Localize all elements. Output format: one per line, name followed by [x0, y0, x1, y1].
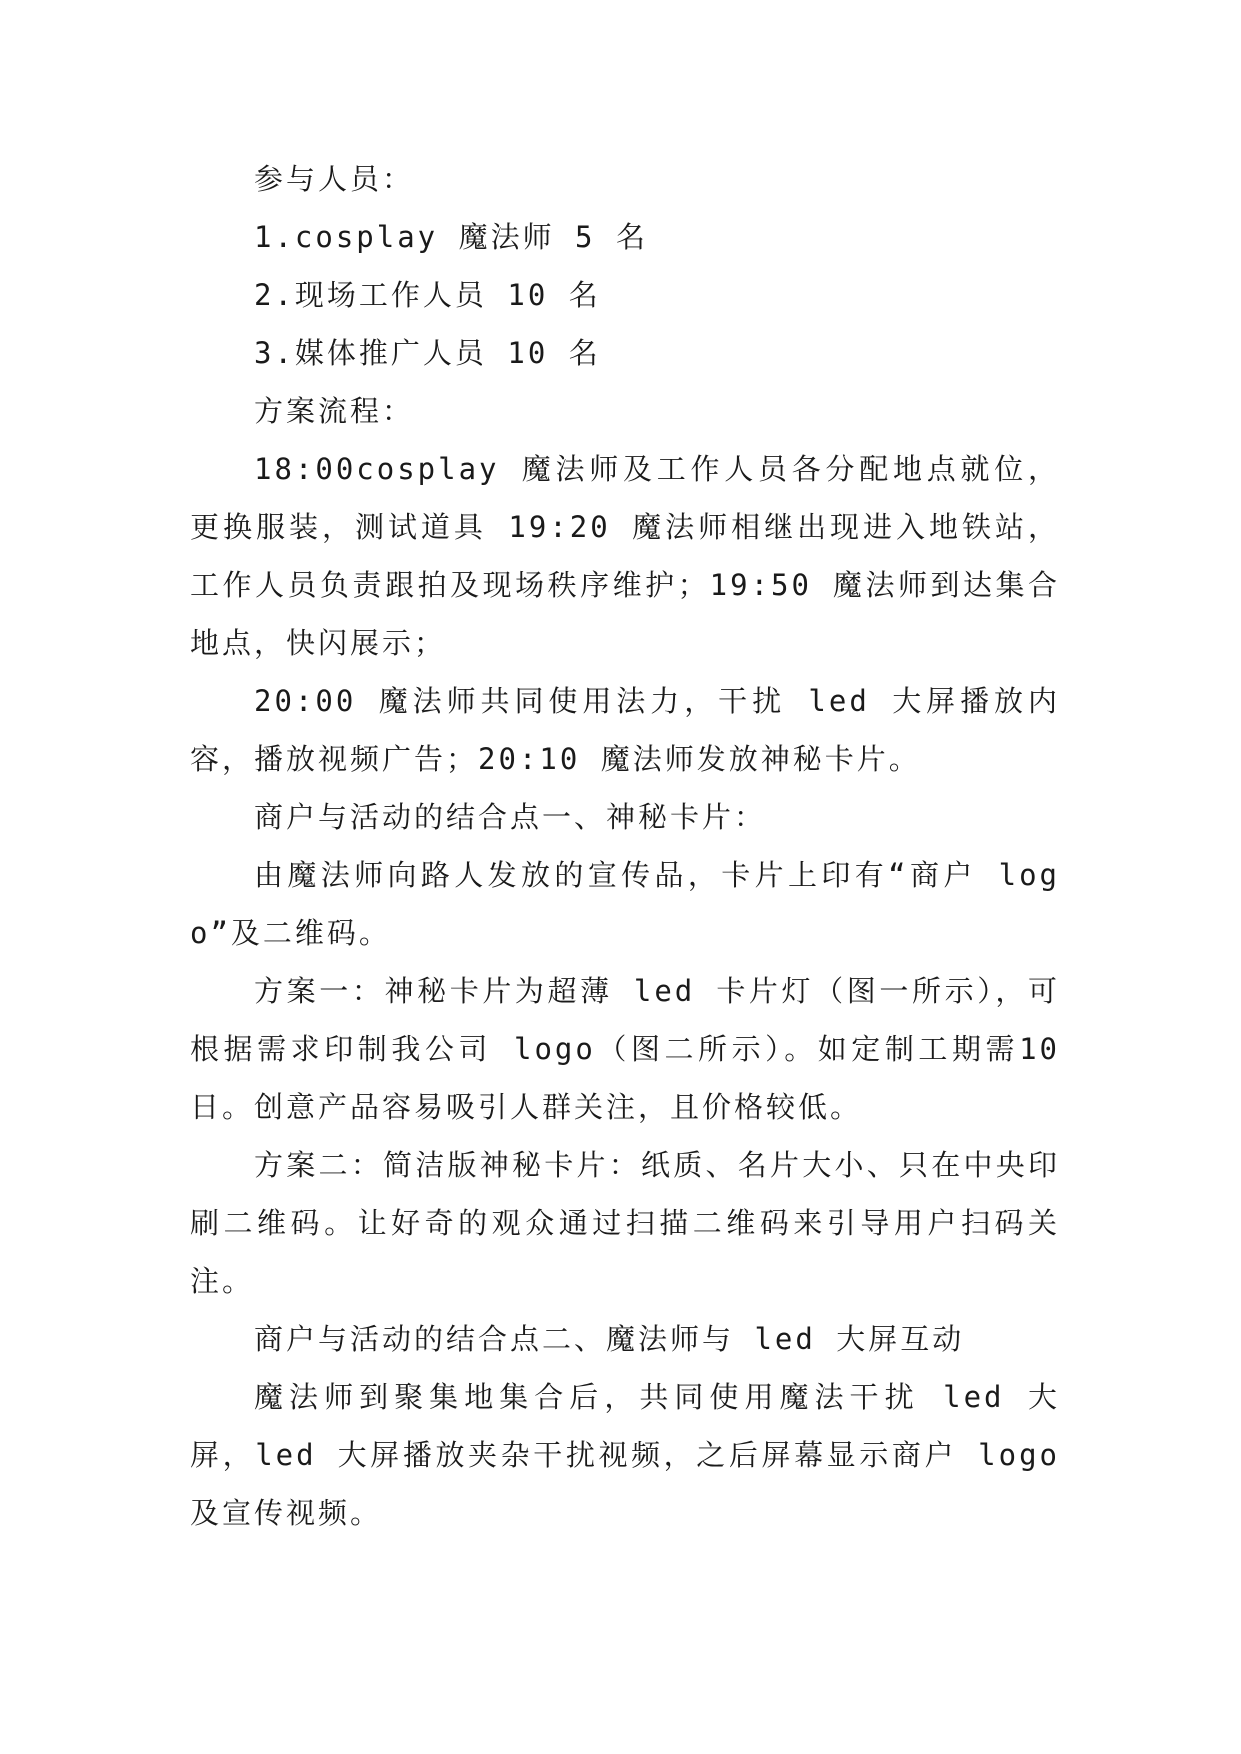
paragraph-participant-1: 1.cosplay 魔法师 5 名: [254, 220, 648, 254]
paragraph-participants-heading: 参与人员：: [254, 162, 415, 196]
paragraph-process-1: 18:00cosplay 魔法师及工作人员各分配地点就位，更换服装，测试道具 19:20 魔法师相继出现进入地铁站，工作人员负责跟拍及现场秩序维护；19:50 魔法师到达集合地点，快闪展示；: [190, 452, 1060, 660]
document-body: [190, 150, 1060, 1542]
paragraph-participant-3: 3.媒体推广人员 10 名: [254, 336, 601, 370]
paragraph-process-2: 20:00 魔法师共同使用法力，干扰 led 大屏播放内容，播放视频广告；20:10 魔法师发放神秘卡片。: [190, 684, 1060, 776]
paragraph-participant-2: 2.现场工作人员 10 名: [254, 278, 601, 312]
paragraph-led-interaction: 魔法师到聚集地集合后，共同使用魔法干扰 led 大屏，led 大屏播放夹杂干扰视频，之后屏幕显示商户 logo 及宣传视频。: [190, 1380, 1060, 1530]
paragraph-point-two-heading: 商户与活动的结合点二、魔法师与 led 大屏互动: [254, 1322, 965, 1356]
paragraph-process-heading: 方案流程：: [254, 394, 415, 428]
paragraph-plan-two: 方案二：简洁版神秘卡片：纸质、名片大小、只在中央印刷二维码。让好奇的观众通过扫描二维码来引导用户扫码关注。: [190, 1148, 1060, 1298]
paragraph-plan-one: 方案一：神秘卡片为超薄 led 卡片灯（图一所示），可根据需求印制我公司 logo（图二所示）。如定制工期需10日。创意产品容易吸引人群关注，且价格较低。: [190, 974, 1060, 1124]
paragraph-point-one-heading: 商户与活动的结合点一、神秘卡片：: [254, 800, 767, 834]
paragraph-card-description: 由魔法师向路人发放的宣传品，卡片上印有“商户 logo”及二维码。: [190, 858, 1060, 950]
